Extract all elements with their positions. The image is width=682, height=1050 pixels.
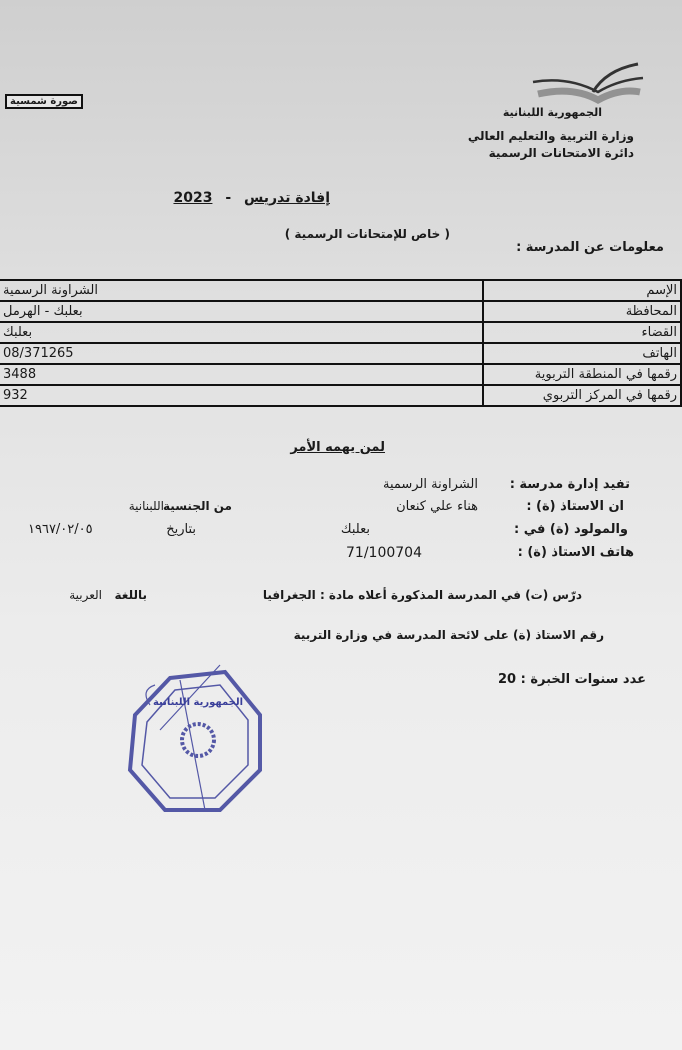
- nationality-label: من الجنسية: [163, 499, 232, 513]
- row-value: [0, 364, 483, 385]
- document-title: [173, 190, 330, 206]
- title-label: إفادة تدريس: [244, 190, 330, 206]
- subtitle: ( خاص للإمتحانات الرسمية ): [284, 227, 450, 241]
- table-row: [0, 364, 681, 385]
- row-label: الإسم: [483, 280, 681, 301]
- row-label: القضاء: [483, 322, 681, 343]
- title-year: 2023: [173, 190, 213, 206]
- row-label: المحافظة: [483, 301, 681, 322]
- row-value-text: 3488: [3, 367, 37, 382]
- school-info-heading: معلومات عن المدرسة :: [516, 240, 664, 255]
- taught-subject: درّس (ت) في المدرسة المذكورة أعلاه مادة : الجغرافيا: [262, 588, 582, 602]
- ministry-name: وزارة التربية والتعليم العالي: [467, 129, 634, 143]
- language-label: باللغة: [114, 588, 147, 602]
- title-dash: -: [225, 190, 232, 206]
- birth-date: ١٩٦٧/٠٢/٠٥: [28, 522, 93, 537]
- experience-value: 20: [498, 672, 517, 687]
- row-value-text: 932: [3, 388, 28, 403]
- date-label: بتاريخ: [166, 522, 196, 537]
- phone-value: 71/100704: [346, 545, 422, 561]
- language-value: العربية: [69, 588, 102, 602]
- to-whom-it-may-concern: لمن يهمه الأمر: [290, 440, 385, 455]
- born-label: والمولود (ة) في :: [514, 522, 628, 537]
- row-value-text: 08/371265: [3, 346, 74, 361]
- experience-years: [498, 672, 646, 687]
- teacher-number-line: رقم الاستاذ (ة) على لائحة المدرسة في وزارة التربية: [293, 628, 604, 642]
- row-label: الهاتف: [483, 343, 681, 364]
- table-row: [0, 301, 681, 322]
- department-name: دائرة الامتحانات الرسمية: [488, 146, 634, 160]
- row-value: [0, 301, 483, 322]
- school-label: تفيد إدارة مدرسة :: [509, 477, 630, 492]
- row-value: [0, 385, 483, 406]
- born-value: بعلبك: [340, 522, 370, 537]
- row-value: [0, 343, 483, 364]
- school-info-table: [0, 279, 682, 407]
- row-label: رقمها في المركز التربوي: [483, 385, 681, 406]
- phone-label: هاتف الاستاذ (ة) :: [517, 545, 634, 560]
- row-value-text: الشراونة الرسمية: [3, 283, 98, 298]
- table-row: [0, 385, 681, 406]
- table-row: [0, 280, 681, 301]
- table-row: [0, 343, 681, 364]
- row-label: رقمها في المنطقة التربوية: [483, 364, 681, 385]
- table-row: [0, 322, 681, 343]
- row-value: [0, 322, 483, 343]
- school-value: الشراونة الرسمية: [383, 477, 478, 492]
- book-quill-logo-icon: [528, 62, 648, 107]
- row-value-text: بعلبك - الهرمل: [3, 304, 83, 319]
- row-value: [0, 280, 483, 301]
- teacher-name: هناء علي كنعان: [396, 499, 478, 514]
- teacher-label: ان الاستاذ (ة) :: [526, 499, 624, 514]
- nationality-value: اللبنانية: [128, 499, 164, 513]
- experience-label: عدد سنوات الخبرة :: [520, 672, 646, 687]
- stamp-text: الجمهورية اللبنانية: [152, 697, 244, 708]
- row-value-text: بعلبك: [3, 325, 33, 340]
- official-stamp-icon: [120, 660, 270, 820]
- photo-badge: صورة شمسية: [5, 94, 83, 109]
- republic-name: الجمهورية اللبنانية: [502, 106, 602, 119]
